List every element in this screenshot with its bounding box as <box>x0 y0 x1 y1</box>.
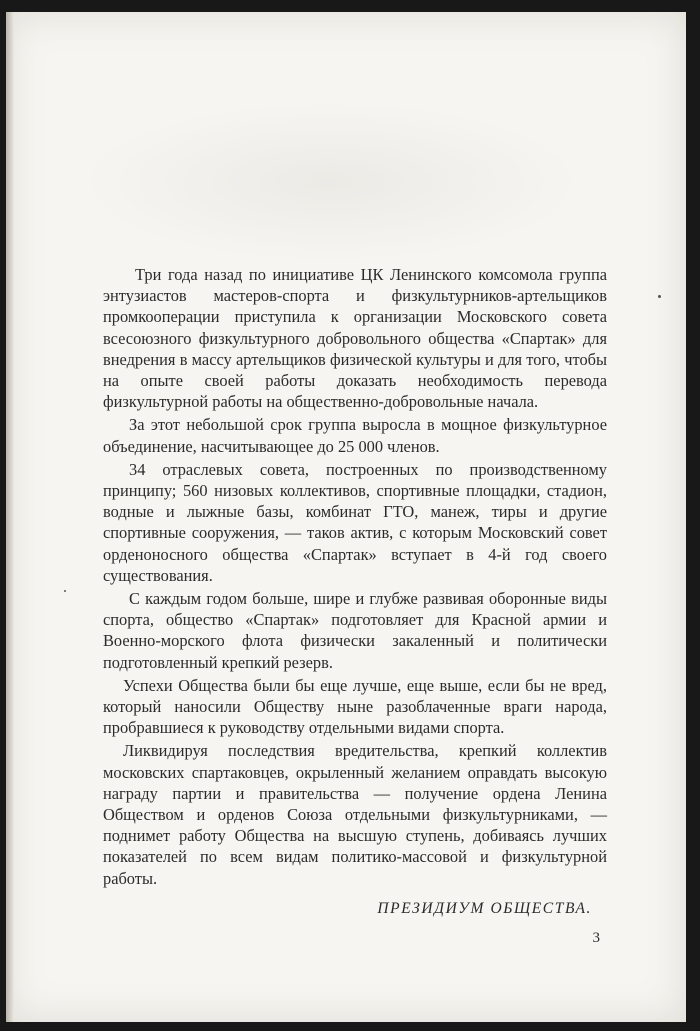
signature: ПРЕЗИДИУМ ОБЩЕСТВА. <box>377 900 592 917</box>
print-speck <box>64 590 66 592</box>
print-speck <box>658 295 661 298</box>
paragraph-5: Успехи Общества были бы еще лучше, еще выше, если бы не вред, который наносили Обществу ныне разоблаченные враги народа, пробравшиеся к руководству отдельными видами спорта. <box>103 675 607 738</box>
page-number: 3 <box>592 930 600 946</box>
paragraph-3: 34 отраслевых совета, построенных по производственному принципу; 560 низовых коллективов, спортивные площадки, стадион, водные и лыжные базы, комбинат ГТО, манеж, тиры и другие спортивные сооружения, — таков актив, с которым Московский совет орденоносного общества «Спартак» вступает в 4-й год своего существования. <box>103 459 607 585</box>
show-through-shadow <box>81 102 581 262</box>
body-text <box>103 264 607 891</box>
paragraph-2: За этот небольшой срок группа выросла в мощное физкультурное объединение, насчитывающее до 25 000 членов. <box>103 415 607 456</box>
paragraph-4: С каждым годом больше, шире и глубже развивая оборонные виды спорта, общество «Спартак» подготовляет для Красной армии и Военно-морского флота физически закаленный и политически подготовленный крепкий резерв. <box>103 589 607 672</box>
paragraph-1: Три года назад по инициативе ЦК Ленинского комсомола группа энтузиастов мастеров-спорта и физкультурников-артельщиков промкооперации приступила к организации Московского совета всесоюзного физкультурного добровольного общества «Спартак» для внедрения в массу артельщиков физической культуры и для того, чтобы на опыте своей работы доказать необходимость перевода физкультурной работы на общественно-добровольные начала. <box>103 265 607 412</box>
page-binding-edge <box>6 12 14 1022</box>
book-page <box>6 12 686 1022</box>
paragraph-6: Ликвидируя последствия вредительства, крепкий коллектив московских спартаковцев, окрыленный желанием оправдать высокую награду партии и правительства — получение ордена Ленина Обществом и орденов Союза отдельными физкультурниками, — поднимет работу Общества на высшую ступень, добиваясь лучших показателей по всем видам политико-массовой и физкультурной работы. <box>103 741 607 888</box>
